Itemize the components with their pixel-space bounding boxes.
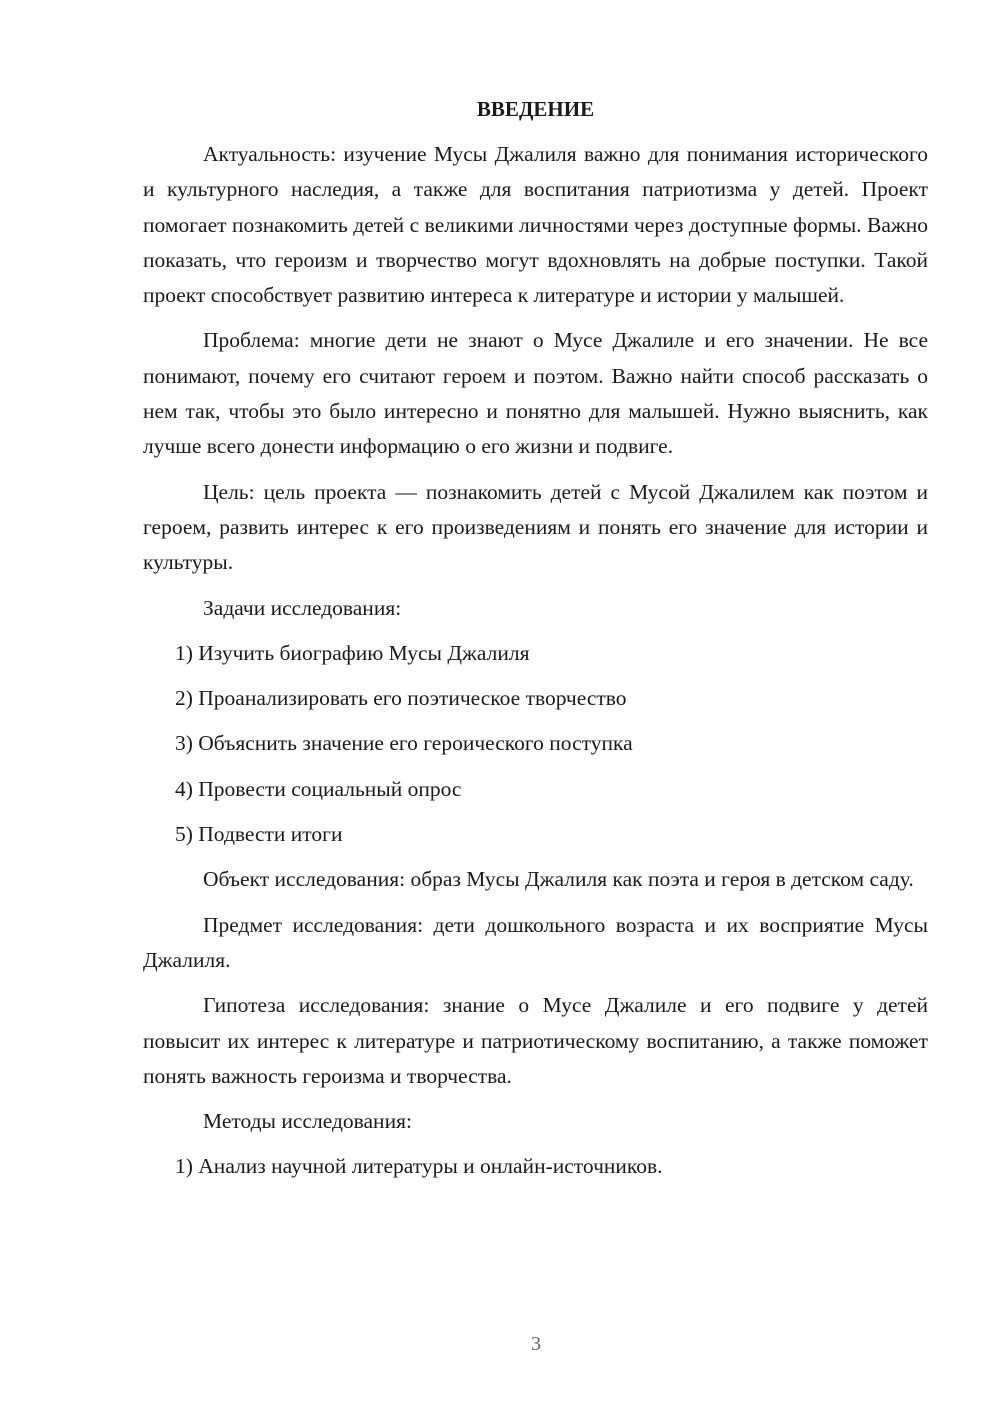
object-paragraph: Объект исследования: образ Мусы Джалиля как поэта и героя в детском саду. <box>203 867 914 892</box>
tasks-heading: Задачи исследования: <box>203 595 402 620</box>
list-item: 1) Изучить биографию Мусы Джалиля <box>175 640 530 665</box>
hypothesis-paragraph: Гипотеза исследования: знание о Мусе Джалиле и его подвиге у детей повысит их интерес к литературе и патриотическому воспитанию, а также поможет понять важность героизма и творчества. <box>143 993 928 1088</box>
list-item: 1) Анализ научной литературы и онлайн-источников. <box>175 1154 663 1179</box>
list-item: 5) Подвести итоги <box>175 822 343 847</box>
goal-paragraph: Цель: цель проекта — познакомить детей с Мусой Джалилем как поэтом и героем, развить интерес к его произведениям и понять его значение для истории и культуры. <box>143 479 928 575</box>
document-page <box>143 92 928 1195</box>
list-item: 4) Провести социальный опрос <box>175 776 462 801</box>
methods-list <box>143 1149 928 1184</box>
page-number: 3 <box>531 1333 541 1355</box>
problem-paragraph: Проблема: многие дети не знают о Мусе Джалиле и его значении. Не все понимают, почему его считают героем и поэтом. Важно найти способ рассказать о нем так, чтобы это было интересно и понятно для малышей. Нужно выяснить, как лучше всего донести информацию о его жизни и подвиге. <box>143 328 928 459</box>
subject-paragraph: Предмет исследования: дети дошкольного возраста и их восприятие Мусы Джалиля. <box>143 912 928 972</box>
list-item: 3) Объяснить значение его героического поступка <box>175 731 633 756</box>
relevance-paragraph: Актуальность: изучение Мусы Джалиля важно для понимания исторического и культурного наследия, а также для воспитания патриотизма у детей. Проект помогает познакомить детей с великими личностями через доступные формы. Важно показать, что героизм и творчество могут вдохновлять на добрые поступки. Такой проект способствует развитию интереса к литературе и истории у малышей. <box>143 142 928 308</box>
tasks-list <box>143 636 928 852</box>
methods-heading: Методы исследования: <box>203 1109 412 1134</box>
section-title: ВВЕДЕНИЕ <box>476 97 595 121</box>
list-item: 2) Проанализировать его поэтическое творчество <box>175 686 627 711</box>
